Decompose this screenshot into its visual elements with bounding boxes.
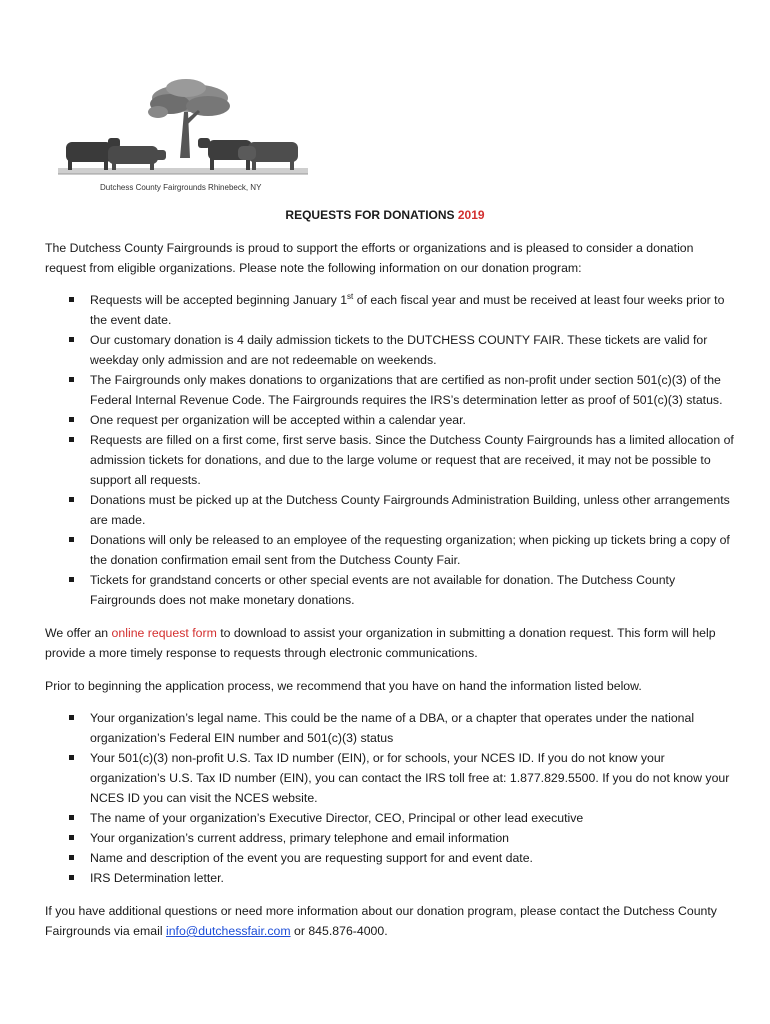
bullet-icon [69,437,74,442]
list-item: Tickets for grandstand concerts or other special events are not available for donation. The Dutchess County Fairgrounds does not make monetary donations. [45,570,735,610]
title-year: 2019 [457,208,485,222]
bullet-icon [69,755,74,760]
bullet-icon [69,497,74,502]
intro-paragraph: The Dutchess County Fairgrounds is proud to support the efforts or organizations and is pleased to consider a donation request from eligible organizations. Please note the following information on our donation program: [45,241,694,275]
bullet-icon [69,537,74,542]
online-request-form-link[interactable]: online request form [111,626,217,640]
list-item: Our customary donation is 4 daily admission tickets to the DUTCHESS COUNTY FAIR. These tickets are valid for weekday only admission and are not redeemable on weekends. [45,330,735,370]
contact-paragraph: If you have additional questions or need more information about our donation program, please contact the Dutchess County Fairgrounds via email info@dutchessfair.com or 845.876-4000. [45,904,717,938]
bullet-icon [69,377,74,382]
list-item: Requests are filled on a first come, first serve basis. Since the Dutchess County Fairgrounds has a limited allocation of admission tickets for donations, and due to the large volume or request that are received, it may not be possible to support all requests. [45,430,735,490]
document-body [45,238,735,941]
bullet-icon [69,815,74,820]
bullet-icon [69,577,74,582]
bullet-icon [69,835,74,840]
list-item: The Fairgrounds only makes donations to organizations that are certified as non-profit under section 501(c)(3) of the Federal Internal Revenue Code. The Fairgrounds requires the IRS’s determination letter as proof of 501(c)(3) status. [45,370,735,410]
list-item: Donations must be picked up at the Dutchess County Fairgrounds Administration Building, unless other arrangements are made. [45,490,735,530]
list-item: Your organization’s current address, primary telephone and email information [45,828,735,848]
prior-paragraph: Prior to beginning the application process, we recommend that you have on hand the information listed below. [45,679,642,693]
list-item: Your 501(c)(3) non-profit U.S. Tax ID number (EIN), or for schools, your NCES ID. If you do not know your organization’s U.S. Tax ID number (EIN), you can contact the IRS toll free at: 1.877.829.5500. If you do not know your NCES ID you can visit the NCES website. [45,748,735,808]
bullet-icon [69,715,74,720]
list-item: IRS Determination letter. [45,868,735,888]
list-item: The name of your organization’s Executive Director, CEO, Principal or other lead executive [45,808,735,828]
cattle-tree-illustration [58,76,308,186]
list-item: Your organization’s legal name. This could be the name of a DBA, or a chapter that operates under the national organization’s Federal EIN number and 501(c)(3) status [45,708,735,748]
page-title [0,208,770,222]
list-item: Requests will be accepted beginning January 1st of each fiscal year and must be received at least four weeks prior to the event date. [45,290,735,330]
bullet-icon [69,417,74,422]
bullet-icon [69,337,74,342]
bullet-icon [69,875,74,880]
requirements-list [45,708,735,888]
offer-paragraph: We offer an online request form to download to assist your organization in submitting a donation request. This form will help provide a more timely response to requests through electronic communications. [45,626,716,660]
list-item: Name and description of the event you are requesting support for and event date. [45,848,735,868]
title-text: REQUESTS FOR DONATIONS [285,208,455,222]
email-link[interactable]: info@dutchessfair.com [165,924,291,938]
bullet-icon [69,855,74,860]
bullet-icon [69,297,74,302]
list-item: Donations will only be released to an employee of the requesting organization; when picking up tickets bring a copy of the donation confirmation email sent from the Dutchess County Fair. [45,530,735,570]
list-item: One request per organization will be accepted within a calendar year. [45,410,735,430]
logo-caption: Dutchess County Fairgrounds Rhinebeck, NY [100,183,262,192]
fairgrounds-logo [58,76,308,196]
program-rules-list [45,290,735,610]
